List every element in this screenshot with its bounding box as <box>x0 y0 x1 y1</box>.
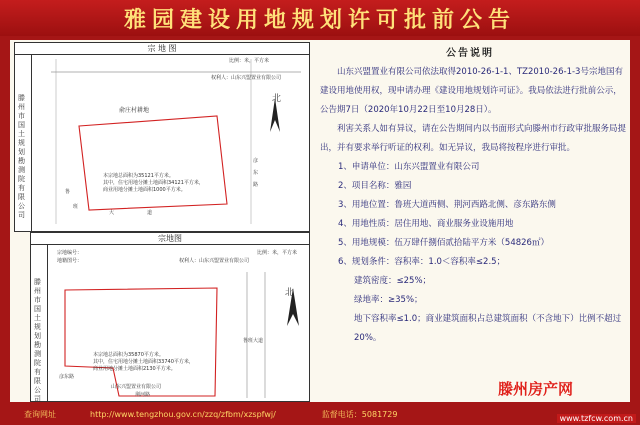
map-top-sidebar <box>15 54 32 231</box>
map-top-north: 北 <box>272 94 282 104</box>
map-top-road-label: 道 <box>147 210 153 216</box>
notice-paragraph: 利害关系人如有异议，请在公告期间内以书面形式向滕州市行政审批服务局提出，并有要求举行听证的权利。如无异议，我局将按程序进行审批。 <box>320 124 627 153</box>
map-bottom-boundary <box>65 288 217 396</box>
map-bottom-field: 地籍图号： <box>57 258 83 264</box>
map-top-village: 俞庄村耕地 <box>119 107 150 114</box>
notice-heading: 公告说明 <box>446 48 494 59</box>
map-top-area-line-2: 其中，住宅用地分摊土地面积34121平方米， <box>103 180 204 186</box>
plot-map-top <box>14 42 310 232</box>
map-bottom-field: 宗地编号： <box>57 250 83 256</box>
title-banner <box>0 0 640 36</box>
map-bottom-owner: 权利人：山东兴盟置业有限公司 <box>179 258 250 264</box>
map-bottom-road-label: 荆河路 <box>135 392 151 398</box>
notice-paragraph: 山东兴盟置业有限公司依法取得2010-26-1-1、TZ2010-26-1-3号宗地国有建设用地使用权，现申请办理《建设用地规划许可证》。我局依法进行批前公示，公告期7日（2020年10月22日至10月28日）。 <box>320 67 623 115</box>
notice-sub-item: 绿地率：≥35%； <box>354 295 423 305</box>
notice-item: 2、项目名称：雅园 <box>338 181 412 191</box>
map-top-road-label: 大 <box>109 210 115 216</box>
map-top-owner: 权利人：山东兴盟置业有限公司 <box>211 75 282 81</box>
watermark-brand: 滕州房产网 <box>498 380 574 398</box>
map-bottom-owner-label: 山东兴盟置业有限公司 <box>111 384 162 390</box>
map-top-scale: 比例：米，平方米 <box>229 58 270 64</box>
map-bottom-side-label: 滕州市国土规划勘测院有限公司 <box>34 278 41 403</box>
map-bottom-title: 宗地图 <box>31 233 309 245</box>
notice-item: 3、用地位置：鲁班大道西侧、荆河西路北侧、彦东路东侧 <box>338 200 556 210</box>
plot-map-bottom <box>30 232 310 402</box>
map-bottom-area-line-3: 商业用地分摊土地面积2130平方米。 <box>93 366 176 372</box>
notice-item: 6、规划条件：容积率：1.0＜容积率≤2.5； <box>338 257 506 267</box>
map-bottom-area-line-1: 本宗地总面积为35870平方米。 <box>93 352 164 358</box>
map-bottom-road-label: 鲁班大道 <box>243 338 264 344</box>
map-top-road-label: 路 <box>253 182 259 188</box>
map-top-area-line-1: 本宗地总面积为35121平方米。 <box>103 173 174 179</box>
map-bottom-north: 北 <box>285 288 295 298</box>
map-top-road-label: 东 <box>253 170 259 176</box>
map-top-road-label: 鲁 <box>65 189 71 195</box>
map-bottom-plot <box>47 244 308 400</box>
phone-number: 5081729 <box>361 410 398 419</box>
watermark-url: www.tzfcw.com.cn <box>557 414 636 423</box>
map-top-title: 宗 地 图 <box>15 43 309 55</box>
notice-sheet <box>10 40 630 402</box>
map-bottom-scale: 比例：米，平方米 <box>257 250 298 256</box>
query-label: 查询网址 <box>24 410 56 419</box>
map-top-road-label: 班 <box>73 204 79 210</box>
notice-sub-item: 地下容积率≤1.0；商业建筑面积占总建筑面积（不含地下）比例不超过20%。 <box>354 314 622 343</box>
notice-sub-item: 建筑密度：≤25%； <box>354 276 432 286</box>
footer-bar <box>0 404 640 425</box>
map-top-side-label: 滕州市国土规划勘测院有限公司 <box>18 94 25 219</box>
map-bottom-sidebar <box>31 244 48 401</box>
phone-label: 监督电话： <box>321 410 362 419</box>
notice-item: 4、用地性质：居住用地、商业服务业设施用地 <box>338 219 514 229</box>
map-top-road-label: 彦 <box>253 158 259 164</box>
notice-item: 5、用地规模：伍万肆仟捌佰贰拾陆平方米（54826㎡） <box>338 238 549 248</box>
map-top-area-line-3: 商业用地分摊土地面积1000平方米。 <box>103 187 186 193</box>
map-bottom-area-line-2: 其中，住宅用地分摊土地面积33740平方米， <box>93 359 194 365</box>
query-url-link[interactable]: http://www.tengzhou.gov.cn/zzq/zfbm/xzspfwj/ <box>90 410 276 419</box>
map-top-boundary <box>79 116 227 210</box>
notice-text <box>320 44 626 348</box>
site-watermark <box>496 378 616 404</box>
map-bottom-road-label: 彦东路 <box>59 374 75 380</box>
notice-title: 雅园建设用地规划许可批前公告 <box>123 6 516 33</box>
notice-item: 1、申请单位：山东兴盟置业有限公司 <box>338 162 480 172</box>
